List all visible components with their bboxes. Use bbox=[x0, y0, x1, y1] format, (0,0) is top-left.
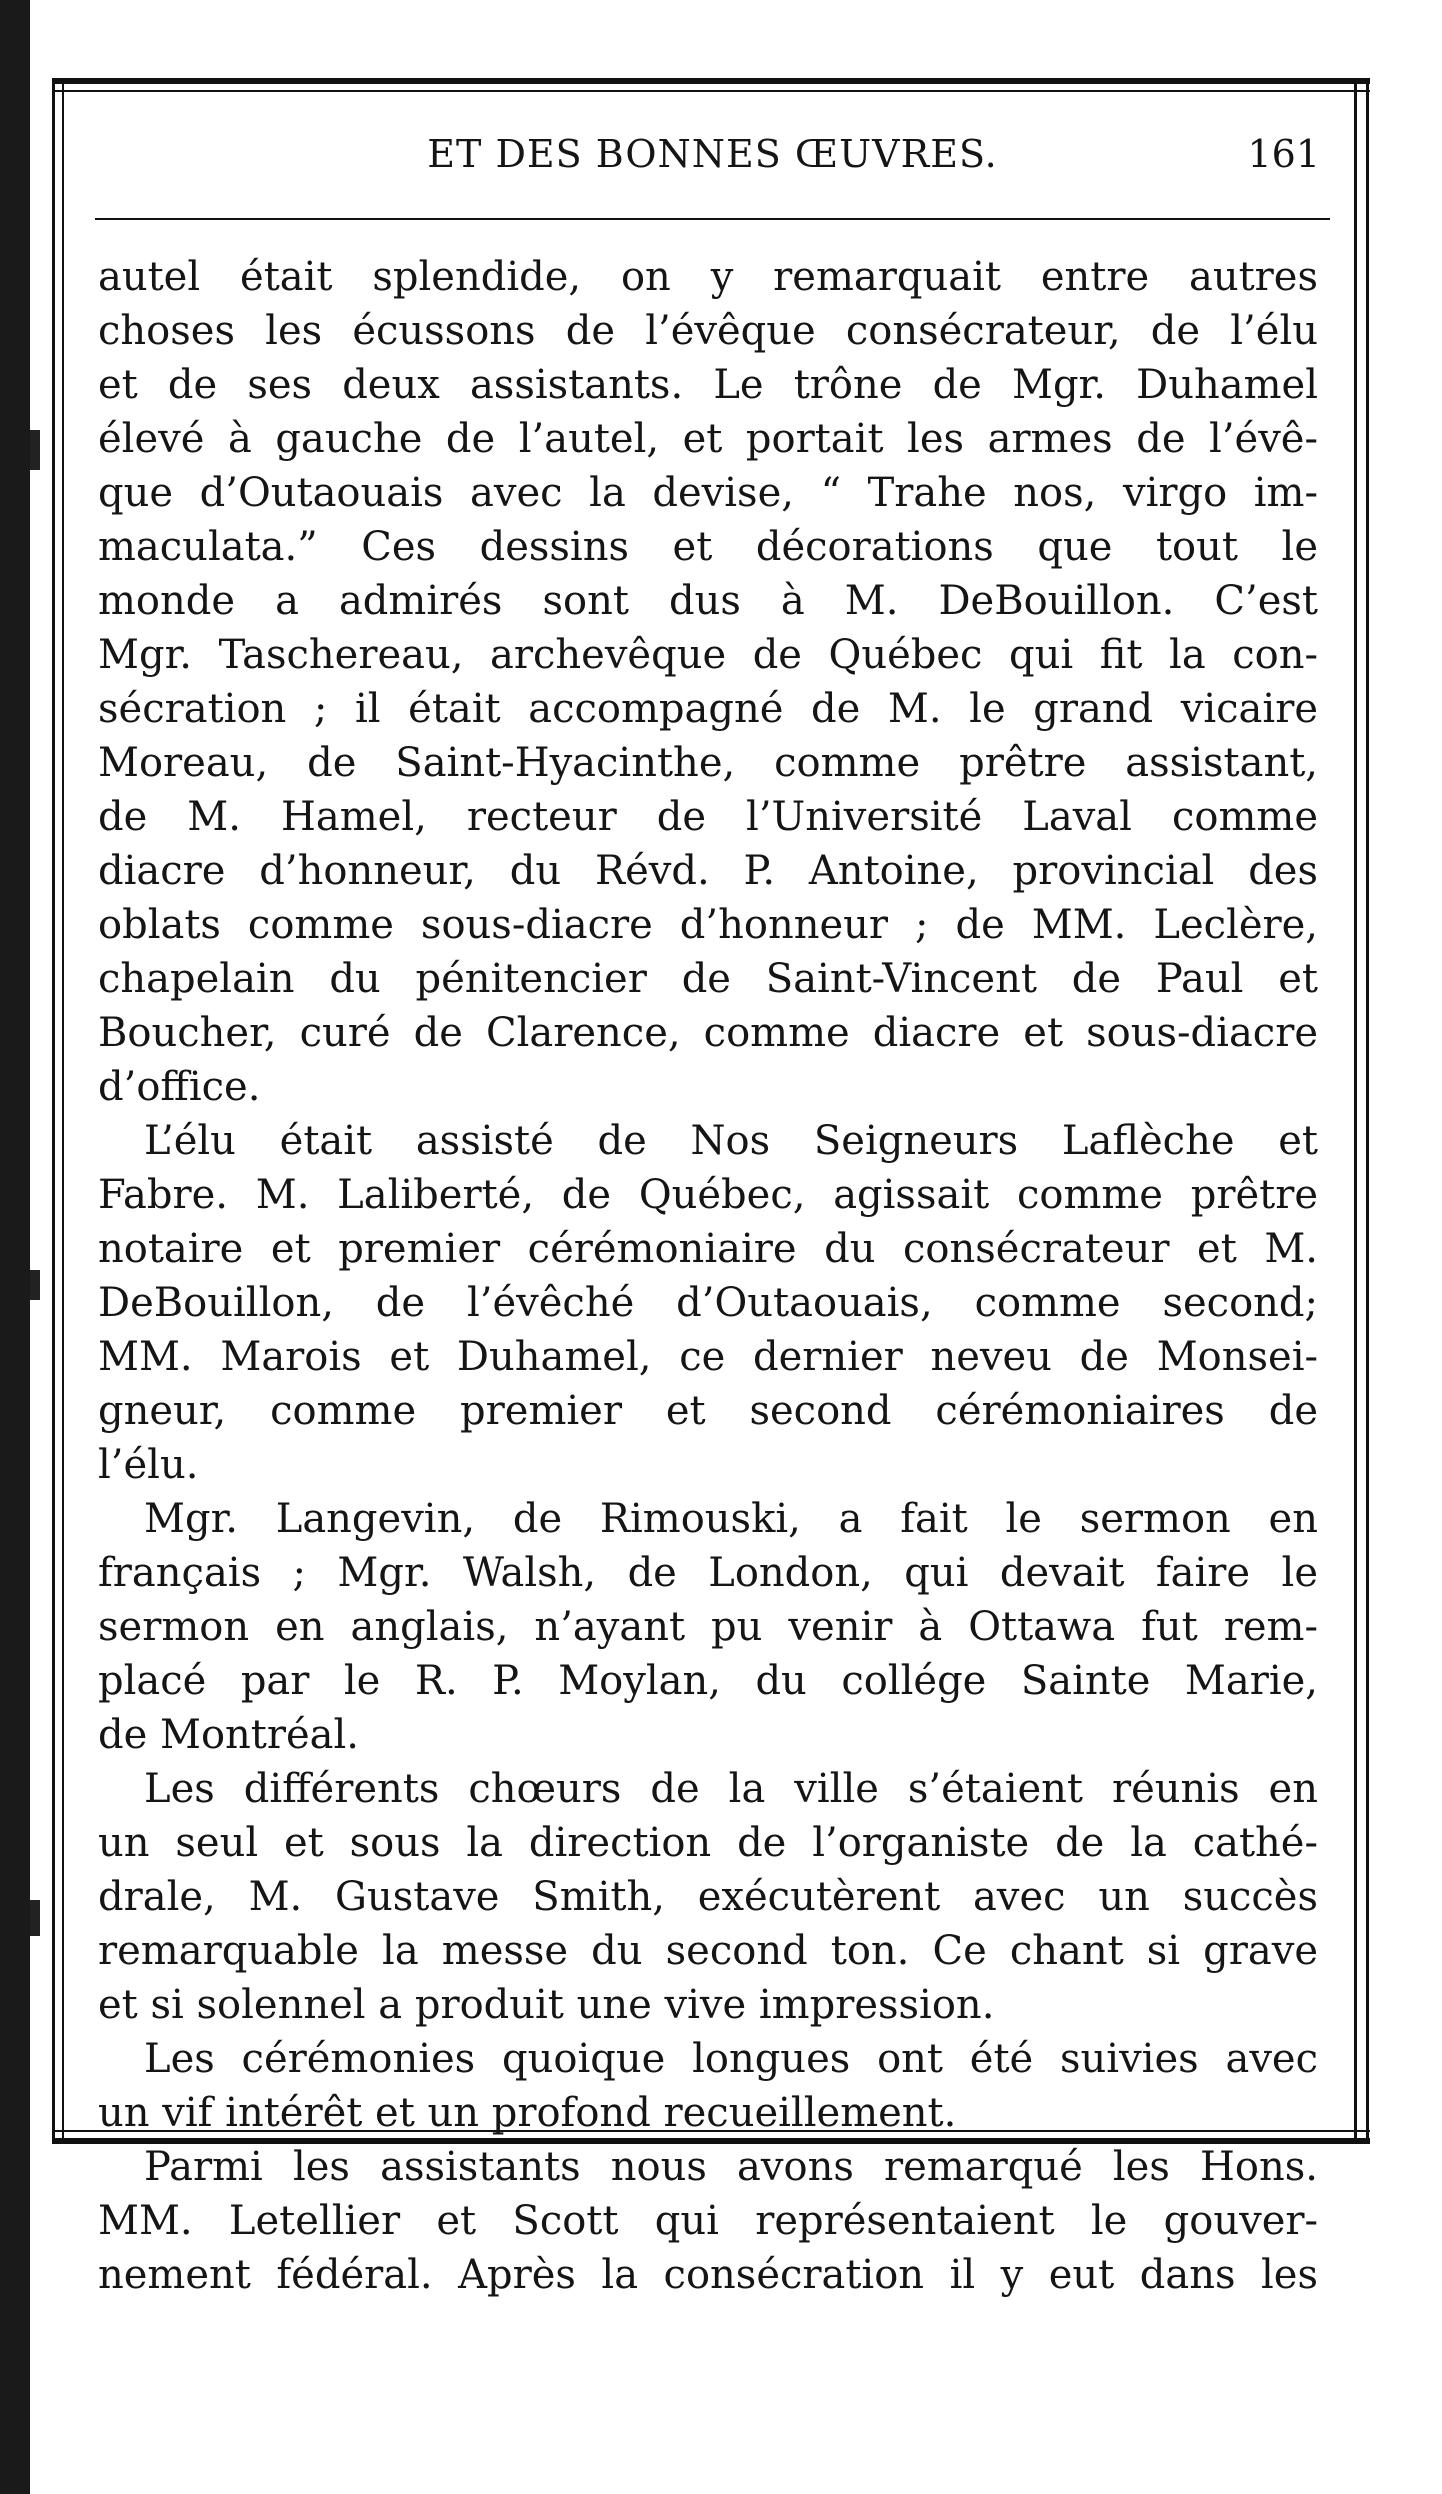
text-line: de Montréal. bbox=[98, 1712, 360, 1758]
text-line: placé par le R. P. Moylan, du collége Sainte Marie, bbox=[98, 1658, 1318, 1704]
frame-rule-left-inner bbox=[62, 84, 64, 2139]
text-line: nement fédéral. Après la consécration il y eut dans les bbox=[98, 2252, 1318, 2298]
text-line: que d’Outaouais avec la devise, “ Trahe nos, virgo im- bbox=[98, 470, 1318, 516]
binding-speck bbox=[30, 1900, 40, 1936]
text-line: MM. Marois et Duhamel, ce dernier neveu de Monsei- bbox=[98, 1334, 1318, 1380]
text-line: Boucher, curé de Clarence, comme diacre et sous-diacre bbox=[98, 1010, 1318, 1056]
text-line: Les cérémonies quoique longues ont été suivies avec bbox=[144, 2036, 1318, 2082]
text-line: sermon en anglais, n’ayant pu venir à Ottawa fut rem- bbox=[98, 1604, 1318, 1650]
text-line: Mgr. Langevin, de Rimouski, a fait le sermon en bbox=[144, 1496, 1318, 1542]
text-line: français ; Mgr. Walsh, de London, qui devait faire le bbox=[98, 1550, 1318, 1596]
binding-speck bbox=[30, 430, 40, 470]
text-line: l’élu. bbox=[98, 1442, 199, 1488]
scanned-binding-edge bbox=[0, 0, 30, 2494]
text-line: DeBouillon, de l’évêché d’Outaouais, comme second; bbox=[98, 1280, 1318, 1326]
text-line: Moreau, de Saint-Hyacinthe, comme prêtre assistant, bbox=[98, 740, 1318, 786]
text-line: Parmi les assistants nous avons remarqué les Hons. bbox=[144, 2144, 1318, 2190]
text-line: autel était splendide, on y remarquait entre autres bbox=[98, 254, 1318, 300]
text-line: élevé à gauche de l’autel, et portait les armes de l’évê- bbox=[98, 416, 1318, 462]
page-number: 161 bbox=[1247, 132, 1320, 176]
running-title: ET DES BONNES ŒUVRES. bbox=[427, 132, 998, 176]
text-line: chapelain du pénitencier de Saint-Vincent de Paul et bbox=[98, 956, 1318, 1002]
frame-rule-left-outer bbox=[52, 84, 55, 2139]
text-line: monde a admirés sont dus à M. DeBouillon. C’est bbox=[98, 578, 1318, 624]
text-line: sécration ; il était accompagné de M. le grand vicaire bbox=[98, 686, 1318, 732]
text-line: Les différents chœurs de la ville s’étaient réunis en bbox=[144, 1766, 1318, 1812]
text-line: un seul et sous la direction de l’organiste de la cathé- bbox=[98, 1820, 1318, 1866]
frame-rule-top-thick bbox=[52, 78, 1370, 84]
text-line: remarquable la messe du second ton. Ce chant si grave bbox=[98, 1928, 1318, 1974]
frame-rule-top-thin bbox=[52, 90, 1370, 92]
header-rule bbox=[95, 218, 1330, 220]
text-line: et de ses deux assistants. Le trône de Mgr. Duhamel bbox=[98, 362, 1318, 408]
text-line: un vif intérêt et un profond recueillement. bbox=[98, 2090, 957, 2136]
text-line: drale, M. Gustave Smith, exécutèrent avec un succès bbox=[98, 1874, 1318, 1920]
text-line: diacre d’honneur, du Révd. P. Antoine, provincial des bbox=[98, 848, 1318, 894]
text-line: Mgr. Taschereau, archevêque de Québec qui fit la con- bbox=[98, 632, 1318, 678]
text-line: MM. Letellier et Scott qui représentaient le gouver- bbox=[98, 2198, 1318, 2244]
text-line: choses les écussons de l’évêque consécrateur, de l’élu bbox=[98, 308, 1318, 354]
text-line: oblats comme sous-diacre d’honneur ; de MM. Leclère, bbox=[98, 902, 1318, 948]
text-line: et si solennel a produit une vive impression. bbox=[98, 1982, 995, 2028]
body-text bbox=[98, 250, 1318, 2302]
text-line: Fabre. M. Laliberté, de Québec, agissait comme prêtre bbox=[98, 1172, 1318, 1218]
frame-rule-right-outer bbox=[1366, 84, 1369, 2139]
running-head bbox=[95, 124, 1330, 194]
frame-rule-right-inner bbox=[1354, 84, 1357, 2139]
text-line: de M. Hamel, recteur de l’Université Laval comme bbox=[98, 794, 1318, 840]
text-line: d’office. bbox=[98, 1064, 261, 1110]
text-line: L’élu était assisté de Nos Seigneurs Laflèche et bbox=[144, 1118, 1318, 1164]
text-line: notaire et premier cérémoniaire du consécrateur et M. bbox=[98, 1226, 1318, 1272]
text-line: gneur, comme premier et second cérémoniaires de bbox=[98, 1388, 1318, 1434]
binding-speck bbox=[30, 1270, 40, 1300]
text-line: maculata.” Ces dessins et décorations que tout le bbox=[98, 524, 1318, 570]
